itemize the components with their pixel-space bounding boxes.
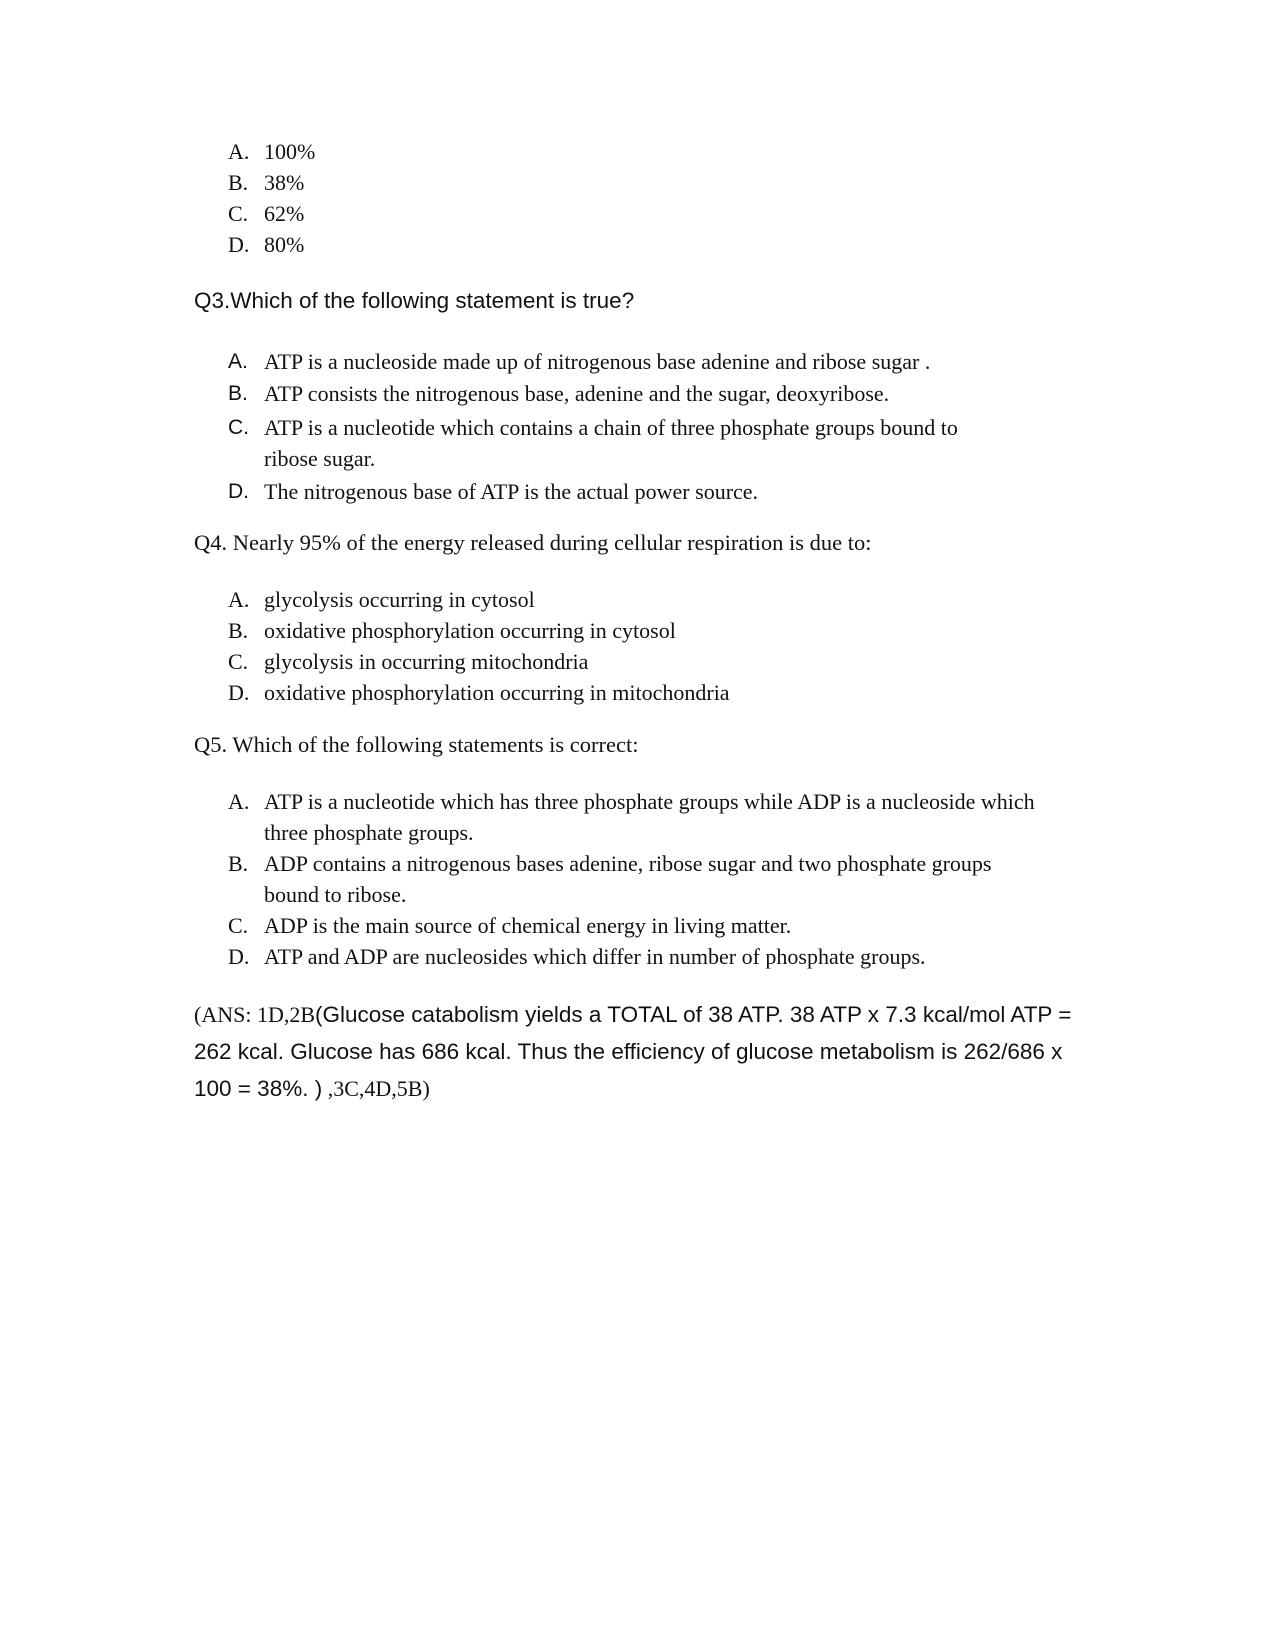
option-text: ATP is a nucleotide which contains a chain of three phosphate groups bound to ribose sugar. (264, 415, 958, 471)
q5-option-b (228, 848, 1048, 910)
option-text: ADP is the main source of chemical energy in living matter. (264, 913, 792, 938)
q3-option-c (228, 412, 1008, 474)
option-text: The nitrogenous base of ATP is the actual power source. (264, 479, 759, 504)
option-letter: B. (228, 618, 249, 643)
q3-option-b (228, 378, 1008, 410)
option-letter: D. (228, 480, 249, 503)
q5-option-a (228, 786, 1048, 848)
option-letter: B. (228, 382, 248, 405)
option-text: 100% (264, 139, 316, 164)
answer-key (194, 996, 1074, 1107)
q4-option-a (228, 584, 1008, 615)
q3-option-a (228, 346, 1008, 378)
q4-question: Q4. Nearly 95% of the energy released during cellular respiration is due to: (194, 530, 872, 555)
option-text: 80% (264, 232, 305, 257)
option-text: glycolysis occurring in cytosol (264, 587, 535, 612)
option-letter: A. (228, 350, 248, 373)
q5-option-c (228, 910, 1048, 941)
option-text: ADP contains a nitrogenous bases adenine, ribose sugar and two phosphate groups bound to ribose. (264, 851, 992, 907)
option-letter: D. (228, 944, 250, 969)
answer-suffix: ,3C,4D,5B) (322, 1076, 430, 1101)
option-text: ATP and ADP are nucleosides which differ in number of phosphate groups. (264, 944, 926, 969)
q3-question: Q3.Which of the following statement is true? (194, 288, 635, 313)
option-letter: A. (228, 587, 250, 612)
q4-options (228, 584, 1008, 708)
q5-option-d (228, 941, 1048, 972)
answer-prefix: (ANS: 1D,2B (194, 1002, 316, 1027)
option-text: glycolysis in occurring mitochondria (264, 649, 589, 674)
q4-option-d (228, 677, 1008, 708)
q5-options (228, 786, 1048, 972)
option-letter: D. (228, 232, 250, 257)
option-text: oxidative phosphorylation occurring in cytosol (264, 618, 676, 643)
q2-options (228, 136, 528, 260)
option-text: oxidative phosphorylation occurring in mitochondria (264, 680, 730, 705)
option-letter: C. (228, 913, 249, 938)
q2-option-c (228, 198, 528, 229)
answer-explanation: (Glucose catabolism yields a TOTAL of 38 ATP. 38 ATP x 7.3 kcal/mol ATP = 262 kcal. Glucose has 686 kcal. Thus the efficiency of glucose metabolism is 262/686 x 100 = 38%. ) (194, 1002, 1072, 1101)
option-letter: A. (228, 789, 250, 814)
option-letter: C. (228, 416, 249, 439)
q5-question: Q5. Which of the following statements is correct: (194, 732, 639, 757)
q3-options (228, 346, 1008, 508)
q2-option-b (228, 167, 528, 198)
q4-option-b (228, 615, 1008, 646)
q4-option-c (228, 646, 1008, 677)
option-letter: C. (228, 649, 249, 674)
q2-option-d (228, 229, 528, 260)
q3-option-d (228, 476, 1008, 508)
option-letter: B. (228, 851, 249, 876)
option-text: ATP is a nucleoside made up of nitrogenous base adenine and ribose sugar . (264, 349, 931, 374)
option-text: 62% (264, 201, 305, 226)
option-letter: C. (228, 201, 249, 226)
option-letter: D. (228, 680, 250, 705)
option-letter: B. (228, 170, 249, 195)
option-text: ATP is a nucleotide which has three phosphate groups while ADP is a nucleoside which three phosphate groups. (264, 789, 1035, 845)
option-text: ATP consists the nitrogenous base, adenine and the sugar, deoxyribose. (264, 381, 890, 406)
option-text: 38% (264, 170, 305, 195)
option-letter: A. (228, 139, 250, 164)
q2-option-a (228, 136, 528, 167)
